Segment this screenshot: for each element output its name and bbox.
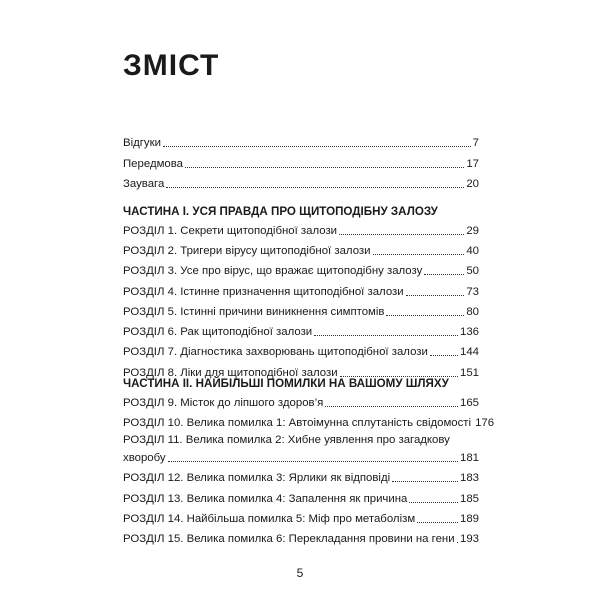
toc-entry-chapter-9[interactable]	[123, 392, 479, 410]
toc-entry-label: хворобу	[123, 452, 166, 464]
toc-entry-page: 151	[459, 367, 479, 379]
toc-entry-front-1[interactable]	[123, 132, 479, 150]
toc-entry-page: 80	[466, 306, 479, 318]
page-title: ЗМІСТ	[123, 49, 220, 82]
toc-entry-page: 176	[475, 417, 495, 429]
dot-leader	[392, 480, 458, 482]
dot-leader	[314, 334, 458, 336]
toc-entry-chapter-6[interactable]	[123, 321, 479, 339]
toc-entry-label: РОЗДІЛ 9. Місток до ліпшого здоров’я	[123, 397, 324, 409]
toc-entry-label: РОЗДІЛ 5. Істинні причини виникнення симптомів	[123, 306, 385, 318]
toc-entry-front-2[interactable]	[123, 153, 479, 171]
dot-leader	[166, 186, 464, 188]
dot-leader	[325, 405, 458, 407]
part-2-heading: ЧАСТИНА ІІ. НАЙБІЛЬШІ ПОМИЛКИ НА ВАШОМУ ШЛЯХУ	[123, 377, 449, 390]
dot-leader	[409, 501, 458, 503]
toc-entry-page: 29	[466, 225, 479, 237]
toc-entry-label: РОЗДІЛ 13. Велика помилка 4: Запалення як причина	[123, 493, 408, 505]
toc-entry-chapter-5[interactable]	[123, 301, 479, 319]
page-number: 5	[296, 566, 304, 580]
dot-leader	[373, 253, 465, 255]
toc-entry-page: 17	[466, 158, 479, 170]
toc-entry-page: 73	[466, 286, 479, 298]
toc-entry-page: 7	[472, 137, 479, 149]
toc-entry-label: РОЗДІЛ 6. Рак щитоподібної залози	[123, 326, 313, 338]
toc-entry-chapter-1[interactable]	[123, 220, 479, 238]
toc-entry-page: 189	[459, 513, 479, 525]
dot-leader	[163, 145, 471, 147]
toc-entry-chapter-11-line-1[interactable]: РОЗДІЛ 11. Велика помилка 2: Хибне уявлення про загадкову	[123, 434, 450, 446]
toc-entry-label: РОЗДІЛ 12. Велика помилка 3: Ярлики як відповіді	[123, 472, 391, 484]
toc-entry-label: РОЗДІЛ 2. Тригери вірусу щитоподібної залози	[123, 245, 371, 257]
toc-entry-chapter-12[interactable]	[123, 467, 479, 485]
toc-entry-page: 50	[466, 265, 479, 277]
toc-entry-label: РОЗДІЛ 10. Велика помилка 1: Автоімунна сплутаність свідомості	[123, 417, 472, 429]
dot-leader	[417, 521, 458, 523]
dot-leader	[386, 314, 464, 316]
toc-entry-label: Заувага	[123, 178, 165, 190]
dot-leader	[430, 354, 458, 356]
toc-entry-label: Відгуки	[123, 137, 161, 149]
toc-entry-chapter-7[interactable]	[123, 341, 479, 359]
toc-entry-chapter-4[interactable]	[123, 281, 479, 299]
toc-entry-page: 40	[466, 245, 479, 257]
toc-entry-chapter-11[interactable]	[123, 447, 479, 465]
toc-entry-page: 193	[459, 533, 479, 545]
toc-entry-front-3[interactable]	[123, 173, 479, 191]
dot-leader	[424, 273, 464, 275]
toc-entry-label: РОЗДІЛ 7. Діагностика захворювань щитоподібної залози	[123, 346, 428, 358]
toc-entry-chapter-2[interactable]	[123, 240, 479, 258]
toc-entry-label: РОЗДІЛ 8. Ліки для щитоподібної залози	[123, 367, 338, 379]
toc-entry-label: Передмова	[123, 158, 184, 170]
toc-entry-label: РОЗДІЛ 1. Секрети щитоподібної залози	[123, 225, 338, 237]
toc-entry-page: 185	[459, 493, 479, 505]
toc-entry-chapter-10[interactable]	[123, 412, 495, 430]
toc-entry-page: 165	[459, 397, 479, 409]
dot-leader	[406, 294, 465, 296]
toc-entry-page: 144	[459, 346, 479, 358]
dot-leader	[168, 460, 458, 462]
toc-entry-chapter-3[interactable]	[123, 260, 479, 278]
dot-leader	[339, 233, 464, 235]
toc-entry-chapter-14[interactable]	[123, 508, 479, 526]
toc-entry-label: РОЗДІЛ 15. Велика помилка 6: Перекладання провини на гени	[123, 533, 455, 545]
dot-leader	[185, 166, 464, 168]
toc-entry-label: РОЗДІЛ 4. Істинне призначення щитоподібної залози	[123, 286, 404, 298]
toc-entry-page: 181	[459, 452, 479, 464]
toc-entry-chapter-13[interactable]	[123, 488, 479, 506]
toc-entry-page: 136	[459, 326, 479, 338]
toc-entry-page: 183	[459, 472, 479, 484]
part-1-heading: ЧАСТИНА І. УСЯ ПРАВДА ПРО ЩИТОПОДІБНУ ЗАЛОЗУ	[123, 205, 438, 218]
toc-entry-label: РОЗДІЛ 14. Найбільша помилка 5: Міф про метаболізм	[123, 513, 416, 525]
dot-leader	[457, 541, 458, 543]
toc-entry-page: 20	[466, 178, 479, 190]
toc-entry-chapter-15[interactable]	[123, 528, 479, 546]
toc-entry-label: РОЗДІЛ 3. Усе про вірус, що вражає щитоподібну залозу	[123, 265, 423, 277]
